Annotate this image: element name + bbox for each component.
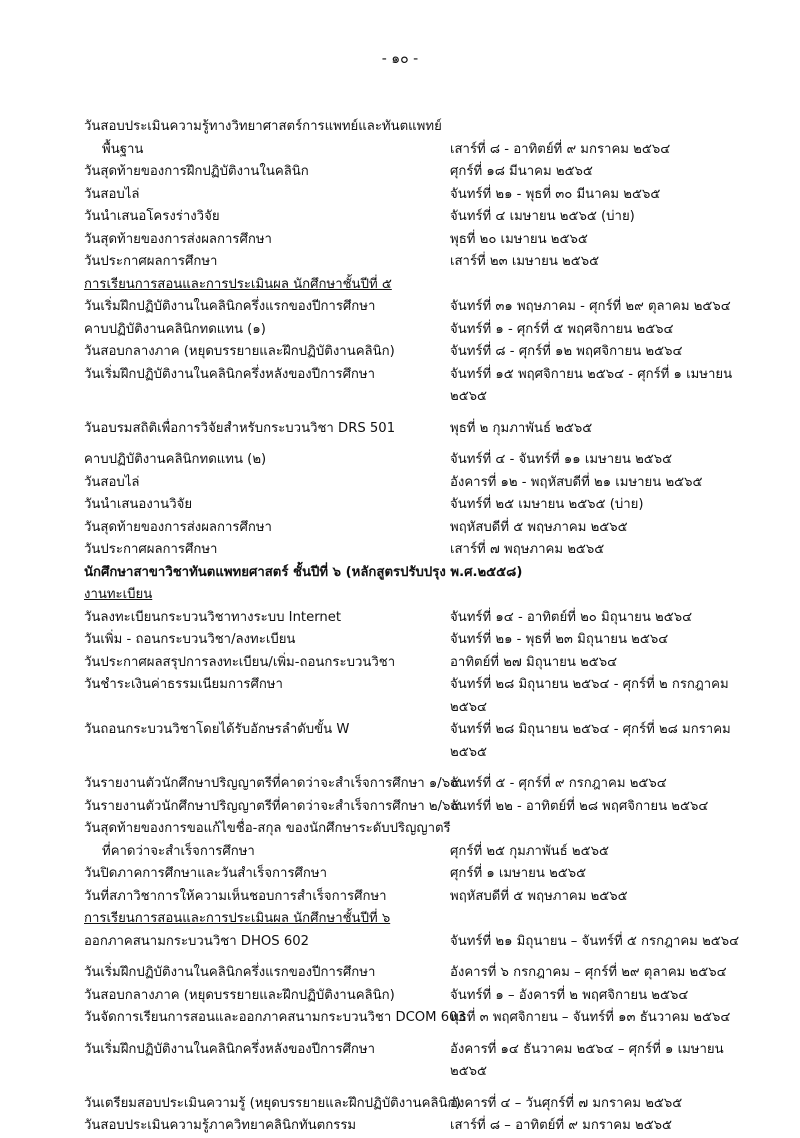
event-date: เสาร์ที่ ๗ พฤษภาคม ๒๕๖๕ <box>450 542 605 557</box>
calendar-row <box>84 863 764 886</box>
event-label: วันสอบประเมินความรู้ภาควิทยาคลินิกทันตกรรม <box>84 1118 357 1133</box>
event-label: วันประกาศผลสรุปการลงทะเบียน/เพิ่ม-ถอนกระบวนวิชา <box>84 654 396 670</box>
calendar-row <box>84 931 764 954</box>
event-label: วันที่สภาวิชาการให้ความเห็นชอบการสำเร็จการศึกษา <box>84 888 387 904</box>
event-date: เสาร์ที่ ๘ – อาทิตย์ที่ ๙ มกราคม ๒๕๖๕ <box>450 1118 673 1133</box>
calendar-row <box>84 364 764 409</box>
calendar-row <box>84 449 764 472</box>
event-date: จันทร์ที่ ๒๑ มิถุนายน – จันทร์ที่ ๕ กรกฎาคม ๒๕๖๔ <box>450 933 740 949</box>
calendar-row <box>84 773 764 796</box>
calendar-row <box>84 652 764 675</box>
calendar-row <box>84 494 764 517</box>
event-date: เสาร์ที่ ๘ - อาทิตย์ที่ ๙ มกราคม ๒๕๖๔ <box>450 141 671 157</box>
calendar-row <box>84 962 764 985</box>
calendar-row <box>84 818 764 841</box>
event-label: วันชำระเงินค่าธรรมเนียมการศึกษา <box>84 677 283 692</box>
event-date: จันทร์ที่ ๑ – อังคารที่ ๒ พฤศจิกายน ๒๕๖๔ <box>450 987 689 1003</box>
calendar-row <box>84 139 764 162</box>
event-date: เสาร์ที่ ๒๓ เมษายน ๒๕๖๕ <box>450 254 600 269</box>
calendar-row <box>84 206 764 229</box>
subsection-heading <box>84 584 764 607</box>
calendar-row <box>84 719 764 764</box>
event-label: วันสอบกลางภาค (หยุดบรรยายและฝึกปฏิบัติงานคลินิก) <box>84 344 395 359</box>
event-date: จันทร์ที่ ๑๕ พฤศจิกายน ๒๕๖๔ - ศุกร์ที่ ๑ เมษายน ๒๕๖๕ <box>450 366 733 404</box>
event-label: วันเริ่มฝึกปฏิบัติงานในคลินิกครึ่งแรกของปีการศึกษา <box>84 965 376 980</box>
page-number: - ๑๐ - <box>381 51 419 67</box>
calendar-row <box>84 629 764 652</box>
event-date: ศุกร์ที่ ๑ เมษายน ๒๕๖๕ <box>450 866 587 881</box>
event-date: จันทร์ที่ ๒๘ มิถุนายน ๒๕๖๔ - ศุกร์ที่ ๒๘ มกราคม ๒๕๖๕ <box>450 722 731 760</box>
event-label: วันลงทะเบียนกระบวนวิชาทางระบบ Internet <box>84 609 342 625</box>
event-label: วันสุดท้ายของการฝึกปฏิบัติงานในคลินิก <box>84 164 309 179</box>
event-label: วันสอบไล่ <box>84 186 140 202</box>
event-date: อังคารที่ ๑๒ - พฤหัสบดีที่ ๒๑ เมษายน ๒๕๖๕ <box>450 474 703 490</box>
event-label: วันสอบไล่ <box>84 474 140 490</box>
calendar-row <box>84 319 764 342</box>
calendar-row <box>84 472 764 495</box>
event-date: พุธที่ ๒๐ เมษายน ๒๕๖๕ <box>450 231 588 247</box>
event-date: พุธที่ ๒ กุมภาพันธ์ ๒๕๖๕ <box>450 420 593 436</box>
event-date: จันทร์ที่ ๑ - ศุกร์ที่ ๕ พฤศจิกายน ๒๕๖๔ <box>450 321 674 337</box>
event-date: จันทร์ที่ ๓๑ พฤษภาคม - ศุกร์ที่ ๒๙ ตุลาคม ๒๕๖๔ <box>450 299 731 314</box>
calendar-row <box>84 985 764 1008</box>
event-date: จันทร์ที่ ๕ - ศุกร์ที่ ๙ กรกฎาคม ๒๕๖๔ <box>450 776 667 791</box>
event-label: วันเริ่มฝึกปฏิบัติงานในคลินิกครึ่งแรกของปีการศึกษา <box>84 299 376 314</box>
event-label: วันถอนกระบวนวิชาโดยได้รับอักษรลำดับขั้น W <box>84 722 350 737</box>
calendar-row <box>84 607 764 630</box>
event-label: วันสุดท้ายของการส่งผลการศึกษา <box>84 231 272 247</box>
event-label: คาบปฏิบัติงานคลินิกทดแทน (๑) <box>84 321 266 337</box>
event-date: จันทร์ที่ ๑๔ - อาทิตย์ที่ ๒๐ มิถุนายน ๒๕๖๔ <box>450 609 693 625</box>
event-date: ศุกร์ที่ ๑๘ มีนาคม ๒๕๖๕ <box>450 164 593 179</box>
event-label: วันสอบประเมินความรู้ทางวิทยาศาสตร์การแพทย์และทันตแพทย์ <box>84 119 442 134</box>
event-label: วันจัดการเรียนการสอนและออกภาคสนามกระบวนวิชา DCOM 603 <box>84 1010 466 1025</box>
calendar-row <box>84 251 764 274</box>
heading-text: นักศึกษาสาขาวิชาทันตแพทยศาสตร์ ชั้นปีที่ ๖ (หลักสูตรปรับปรุง พ.ศ.๒๕๕๘) <box>84 564 523 580</box>
calendar-row <box>84 1093 764 1116</box>
event-label: วันปิดภาคการศึกษาและวันสำเร็จการศึกษา <box>84 866 327 881</box>
event-date: พฤหัสบดีที่ ๕ พฤษภาคม ๒๕๖๕ <box>450 519 628 535</box>
calendar-row <box>84 184 764 207</box>
calendar-row <box>84 886 764 909</box>
calendar-row <box>84 229 764 252</box>
event-date: พฤหัสบดีที่ ๕ พฤษภาคม ๒๕๖๕ <box>450 888 628 904</box>
heading-text: การเรียนการสอนและการประเมินผล นักศึกษาชั้นปีที่ ๖ <box>84 911 391 926</box>
calendar-row <box>84 517 764 540</box>
event-date: จันทร์ที่ ๒๒ - อาทิตย์ที่ ๒๘ พฤศจิกายน ๒๕๖๔ <box>450 798 709 814</box>
event-label: วันประกาศผลการศึกษา <box>84 542 218 557</box>
calendar-row <box>84 296 764 319</box>
calendar-row <box>84 418 764 441</box>
event-label: วันเริ่มฝึกปฏิบัติงานในคลินิกครึ่งหลังของปีการศึกษา <box>84 1041 376 1057</box>
calendar-row <box>84 1039 764 1084</box>
event-label: วันเริ่มฝึกปฏิบัติงานในคลินิกครึ่งหลังของปีการศึกษา <box>84 366 376 382</box>
section-heading <box>84 562 764 585</box>
event-date: อังคารที่ ๑๔ ธันวาคม ๒๕๖๔ – ศุกร์ที่ ๑ เมษายน ๒๕๖๕ <box>450 1041 724 1079</box>
event-date: จันทร์ที่ ๔ - จันทร์ที่ ๑๑ เมษายน ๒๕๖๕ <box>450 452 673 467</box>
calendar-row <box>84 674 764 719</box>
calendar-row <box>84 796 764 819</box>
event-label: วันสอบกลางภาค (หยุดบรรยายและฝึกปฏิบัติงานคลินิก) <box>84 987 395 1003</box>
calendar-list <box>84 116 764 1138</box>
event-label: วันรายงานตัวนักศึกษาปริญญาตรีที่คาดว่าจะสำเร็จการศึกษา ๒/๖๔ <box>84 798 461 814</box>
calendar-row <box>84 539 764 562</box>
calendar-row <box>84 841 764 864</box>
calendar-row <box>84 1007 764 1030</box>
event-label: วันเพิ่ม - ถอนกระบวนวิชา/ลงทะเบียน <box>84 632 296 647</box>
event-label: พื้นฐาน <box>102 141 144 157</box>
calendar-row <box>84 1115 764 1138</box>
event-label: วันประกาศผลการศึกษา <box>84 254 218 269</box>
event-label: วันนำเสนอโครงร่างวิจัย <box>84 209 220 224</box>
event-label: วันอบรมสถิติเพื่อการวิจัยสำหรับกระบวนวิชา DRS 501 <box>84 420 396 436</box>
event-label: วันสุดท้ายของการขอแก้ไขชื่อ-สกุล ของนักศึกษาระดับปริญญาตรี <box>84 821 451 836</box>
calendar-row <box>84 341 764 364</box>
event-date: พุธที่ ๓ พฤศจิกายน – จันทร์ที่ ๑๓ ธันวาคม ๒๕๖๔ <box>450 1010 731 1025</box>
heading-text: งานทะเบียน <box>84 587 153 602</box>
event-date: ศุกร์ที่ ๒๕ กุมภาพันธ์ ๒๕๖๕ <box>450 843 609 859</box>
event-date: จันทร์ที่ ๔ เมษายน ๒๕๖๕ (บ่าย) <box>450 209 635 224</box>
calendar-row <box>84 161 764 184</box>
event-label: คาบปฏิบัติงานคลินิกทดแทน (๒) <box>84 452 267 467</box>
event-label: วันเตรียมสอบประเมินความรู้ (หยุดบรรยายและฝึกปฏิบัติงานคลินิก) <box>84 1095 461 1111</box>
event-date: จันทร์ที่ ๒๑ - พุธที่ ๓๐ มีนาคม ๒๕๖๕ <box>450 186 661 202</box>
calendar-row <box>84 116 764 139</box>
event-label: ออกภาคสนามกระบวนวิชา DHOS 602 <box>84 933 309 949</box>
event-label: วันสุดท้ายของการส่งผลการศึกษา <box>84 519 272 535</box>
subsection-heading <box>84 908 764 931</box>
event-date: จันทร์ที่ ๒๑ - พุธที่ ๒๓ มิถุนายน ๒๕๖๔ <box>450 632 669 647</box>
event-date: อังคารที่ ๖ กรกฎาคม – ศุกร์ที่ ๒๙ ตุลาคม ๒๕๖๔ <box>450 965 727 980</box>
event-date: อาทิตย์ที่ ๒๗ มิถุนายน ๒๕๖๔ <box>450 654 618 670</box>
event-date: จันทร์ที่ ๘ - ศุกร์ที่ ๑๒ พฤศจิกายน ๒๕๖๔ <box>450 344 683 359</box>
event-label: วันนำเสนองานวิจัย <box>84 497 193 512</box>
event-date: จันทร์ที่ ๒๘ มิถุนายน ๒๕๖๔ - ศุกร์ที่ ๒ กรกฎาคม ๒๕๖๔ <box>450 677 729 715</box>
heading-text: การเรียนการสอนและการประเมินผล นักศึกษาชั้นปีที่ ๕ <box>84 276 392 292</box>
event-label: ที่คาดว่าจะสำเร็จการศึกษา <box>102 843 255 859</box>
subsection-heading <box>84 274 764 297</box>
event-label: วันรายงานตัวนักศึกษาปริญญาตรีที่คาดว่าจะสำเร็จการศึกษา ๑/๖๔ <box>84 776 461 791</box>
event-date: จันทร์ที่ ๒๕ เมษายน ๒๕๖๕ (บ่าย) <box>450 497 644 512</box>
event-date: อังคารที่ ๔ – วันศุกร์ที่ ๗ มกราคม ๒๕๖๕ <box>450 1095 683 1111</box>
